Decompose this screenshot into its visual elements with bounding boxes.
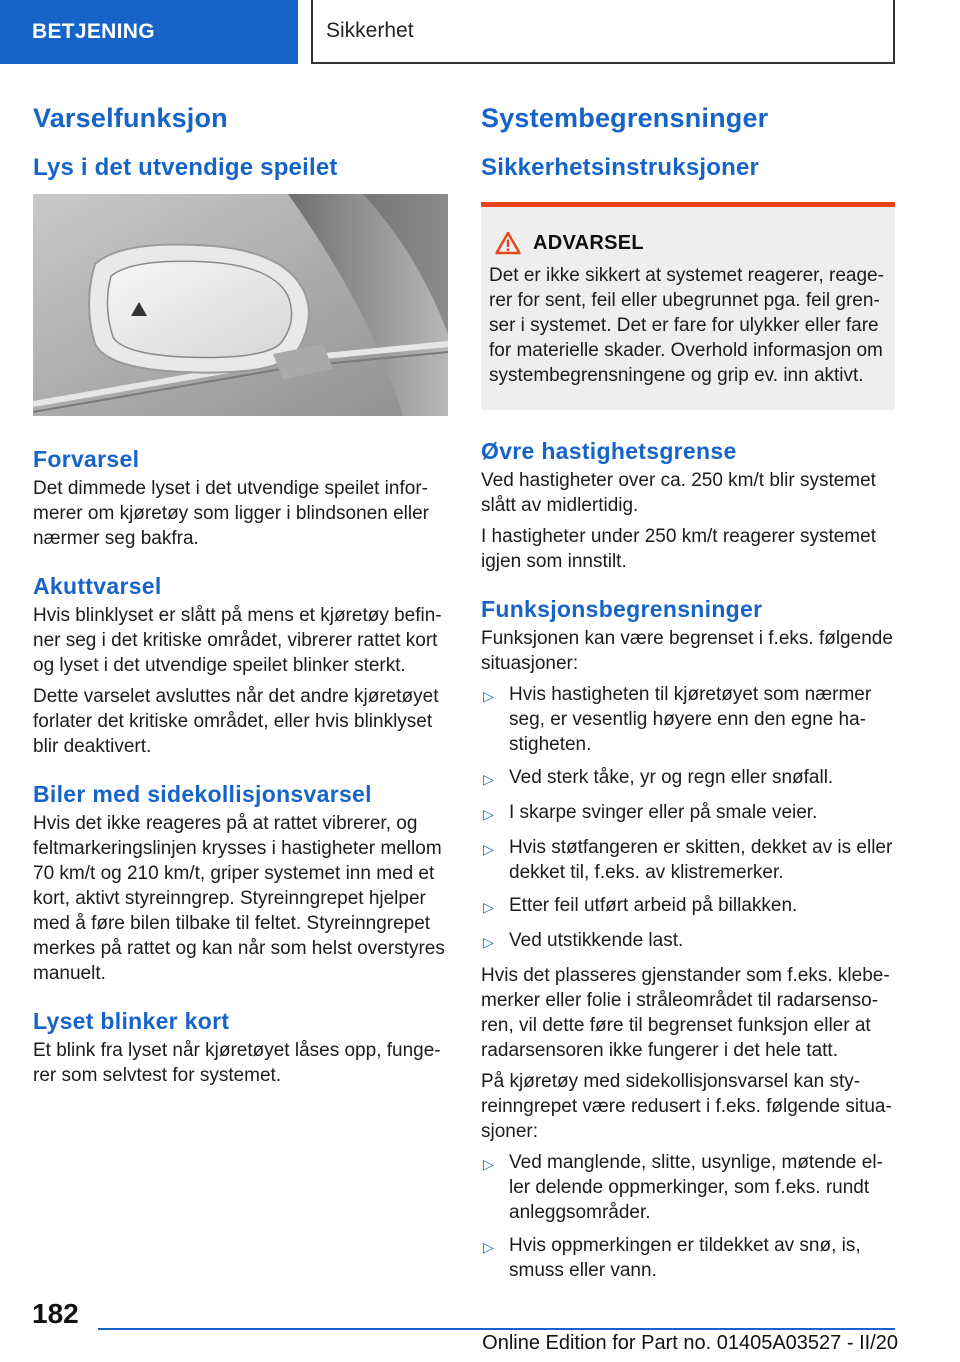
heading-lys-speilet: Lys i det utvendige speilet — [33, 154, 338, 181]
paragraph-akuttvarsel-2: Dette varselet avsluttes når det andre kjøretøyet forlater det kritiske området, eller hvis blinklyset blir deaktivert. — [33, 686, 439, 757]
list-item: ▷ Ved sterk tåke, yr og regn eller snøfall. — [481, 765, 895, 792]
section-tab-label: BETJENING — [32, 20, 155, 43]
list-item: ▷ Etter feil utført arbeid på billakken. — [481, 893, 895, 920]
list-item: ▷ Ved manglende, slitte, usynlige, møtende el- ler delende oppmerkinger, som f.eks. rundt anleggsområder. — [483, 1152, 883, 1223]
bullet-triangle-icon: ▷ — [483, 934, 494, 950]
warning-title: ADVARSEL — [533, 231, 644, 254]
footer-edition-text: Online Edition for Part no. 01405A03527 - II/20 — [482, 1332, 898, 1354]
heading-akuttvarsel: Akuttvarsel — [33, 573, 162, 599]
bullet-triangle-icon: ▷ — [483, 899, 494, 915]
section-tab — [0, 0, 298, 64]
bullet-triangle-icon: ▷ — [483, 1239, 494, 1255]
side-mirror-illustration — [33, 194, 448, 416]
warning-box — [481, 207, 895, 410]
right-column — [481, 96, 895, 1291]
paragraph-sidekollisjonsvarsel: Hvis det ikke reageres på at rattet vibrerer, og feltmarkeringslinjen krysses i hastigheter mellom 70 km/t og 210 km/t, griper systemet inn med et kort, aktivt styreinngrep. Styreinngrepet hjelper med å føre bilen tilbake til feltet. Styreinngrepet merkes på rattet og kan når som helst overstyres manuelt. — [33, 813, 445, 984]
bullet-triangle-icon: ▷ — [483, 806, 494, 822]
paragraph-func-intro: Funksjonen kan være begrenset i f.eks. følgende situasjoner: — [481, 628, 893, 674]
paragraph-radar: Hvis det plasseres gjenstander som f.eks. klebe- merker eller folie i stråleområdet til radarsenso- ren, vil dette føre til begrenset funksjon eller at radarsensoren ikke fungerer i det hele tatt. — [481, 965, 890, 1061]
footer-rule — [98, 1328, 895, 1330]
paragraph-lyset-blinker-kort: Et blink fra lyset når kjøretøyet låses opp, funge- rer som selvtest for systemet. — [33, 1040, 441, 1086]
page-number: 182 — [32, 1298, 79, 1329]
warning-text: Det er ikke sikkert at systemet reagerer, reage- rer for sent, feil eller ubegrunnet pga. feil gren- ser i systemet. Det er fare for ulykker eller fare for materielle skader. Overhold informasjon om systembegrensningene og grip ev. inn aktivt. — [489, 265, 884, 386]
paragraph-speed-1: Ved hastigheter over ca. 250 km/t blir systemet slått av midlertidig. — [481, 470, 876, 516]
page-title: Sikkerhet — [326, 19, 414, 42]
heading-forvarsel: Forvarsel — [33, 446, 140, 472]
paragraph-steer: På kjøretøy med sidekollisjonsvarsel kan sty- reinngrepet være redusert i f.eks. følgende situa- sjoner: — [481, 1071, 892, 1142]
heading-funksjonsbegrensninger: Funksjonsbegrensninger — [481, 596, 763, 622]
list-item: ▷ Ved utstikkende last. — [481, 928, 895, 955]
list-item: ▷ Hvis hastigheten til kjøretøyet som nærmer seg, er vesentlig høyere enn den egne ha- stigheten. — [483, 684, 872, 755]
paragraph-forvarsel: Det dimmede lyset i det utvendige speilet infor- merer om kjøretøy som ligger i blindsonen eller nærmer seg bakfra. — [33, 478, 429, 549]
bullet-triangle-icon: ▷ — [483, 688, 494, 704]
left-column — [33, 96, 448, 1088]
heading-varselfunksjon: Varselfunksjon — [33, 103, 228, 133]
heading-systembegrensninger: Systembegrensninger — [481, 103, 769, 133]
steering-limitations-list — [481, 1150, 895, 1283]
page-header-title — [311, 0, 895, 64]
warning-triangle-icon — [495, 231, 521, 255]
warning-header — [495, 231, 887, 255]
heading-lyset-blinker-kort: Lyset blinker kort — [33, 1008, 230, 1034]
paragraph-akuttvarsel-1: Hvis blinklyset er slått på mens et kjøretøy befin- ner seg i det kritiske området, vibrerer rattet kort og lyset i det utvendige speilet blinker sterkt. — [33, 605, 442, 676]
list-item: ▷ Hvis støtfangeren er skitten, dekket av is eller dekket til, f.eks. av klistremerker. — [483, 837, 893, 883]
list-item: ▷ I skarpe svinger eller på smale veier. — [481, 800, 895, 827]
paragraph-speed-2: I hastigheter under 250 km/t reagerer systemet igjen som innstilt. — [481, 526, 876, 572]
limitations-list — [481, 682, 895, 955]
bullet-triangle-icon: ▷ — [483, 841, 494, 857]
bullet-triangle-icon: ▷ — [483, 1156, 494, 1172]
heading-ovre-hastighetsgrense: Øvre hastighetsgrense — [481, 438, 737, 464]
heading-sidekollisjonsvarsel: Biler med sidekollisjonsvarsel — [33, 781, 372, 807]
heading-sikkerhetsinstruksjoner: Sikkerhetsinstruksjoner — [481, 154, 760, 181]
bullet-triangle-icon: ▷ — [483, 771, 494, 787]
list-item: ▷ Hvis oppmerkingen er tildekket av snø, is, smuss eller vann. — [483, 1235, 861, 1281]
